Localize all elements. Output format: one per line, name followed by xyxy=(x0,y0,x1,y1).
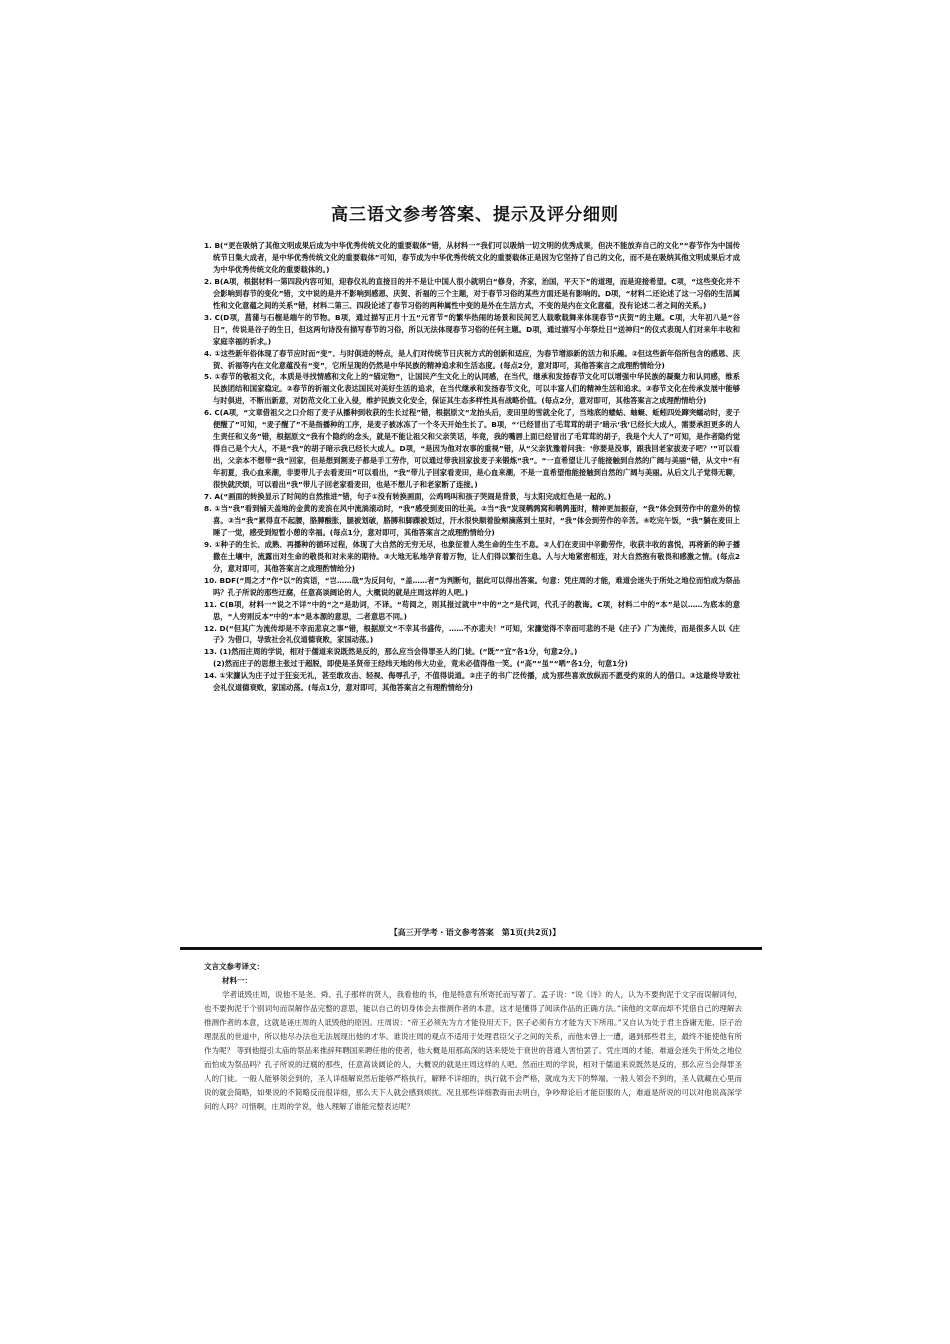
answer-item-7: 7. A(“画面的转换显示了时间的自然推进”错，句子①没有转换画面，公鸡鸣叫和孩子哭闹是背景，与太阳完成红色是一起的。) xyxy=(204,492,611,502)
translation-subheading: 材料一： xyxy=(222,976,252,985)
answer-item-10: 10. BDF(“周之才”作“以”的宾语，“岂……哉”为反问句，“盖……者”为判断句，据此可以得出答案。句意：凭庄周的才能，难道会迷失于所处之地位而怕成为祭品吗？孔子所说的那些迂腐，任意高谈阔论的人，大概说的就是庄周这样的人吧。) xyxy=(204,575,740,597)
answer-item-1: 1. B(“更在吸纳了其他文明成果后成为中华优秀传统文化的重要载体”错，从材料一“我们可以吸纳一切文明的优秀成果，但决不能放弃自己的文化”“春节作为中国传统节日集大成者，是中华优秀传统文化的重要载体”可知，春节成为中华优秀传统文化的重要载体正是因为它坚持了自己的文化，而不是在吸纳其他文明成果后才成为中华优秀传统文化的重要载体的。) xyxy=(204,241,740,274)
answer-item-9: 9. ①种子的生长、成熟、再播种的循环过程，体现了大自然的无穷无尽，也象征着人类生命的生生不息。②人们在麦田中辛勤劳作，收获丰收的喜悦，再将新的种子播撒在土壤中，流露出对生命的敬畏和对未来的期待。③大地无私地孕育着万物，让人们得以繁衍生息。人与大地紧密相连，对大自然抱有敬畏和感激之情。(每点2分，意对即可，其他答案言之成理酌情给分) xyxy=(204,539,740,573)
translation-body: 学者诋毁庄周，说他不是尧、舜、孔子那样的贤人，我看他的书，他是特意有所寄托而写著了。孟子说：“说《诗》的人，认为不要拘泥于文字而误解词句，也不要拘泥于个别词句而误解作品完整的意思，能以自己的切身体会去推测作者的本意，这才是懂得了阅读作品的正确方法。”读他的文章而却不凭借自己的理解去推测作者的本意，这就是诬庄周的人诋毁他的原因。庄周说：“帝王必须先为方才能役用天下，医子必须有方才能为天下所用。”又自认为处于君主昏庸无能、臣子治理混乱的世道中，所以他尽办法也无法展现出他的才华。谁说庄周的观点不适用于处理君臣父子之间的关系，而他未曾上一遭，遇到那些君主，最终不能使他有所作为呢？ 等到他提引太庙的祭品来推辞拜聘国来聘任他的使者，他大概是用那高深的话来使处于衰世的普通人害怕罢了。凭庄周的才能，难道会迷失于所处之地位而怕成为祭品吗？孔子所说的迂腐的那些，任意高谈阔论的人，大概说的就是庄周这样的人吧。然而庄周的学说，相对于儒道来说既然是反的，那么应当会得罪圣人的门徒。一般人能够领会到的，圣人详细解说然后能够严格执行，解释不详细的，执行就不会严格，就成为天下的弊端。一般人领会不到的，圣人就藏在心里而说的就会简略，如果说的不简略反而很详细，那么天下人就会感到烦扰。况且那些详细教诲而去明白，争吵辩论后才能臣服的人，难道是所说的可以对他说高深学问的人吗？可惜啊，庄周的学说，他人理解了谁能完整表达呢？ xyxy=(204,990,742,1111)
answer-item-6: 6. C(A项，“文章借祖父之口介绍了麦子从播种到收获的生长过程”错，根据原文“龙抬头后，麦田里的雪就全化了，当地底的蝼蛄、蚰蜒、蚯蚓四处蹿突蠕动时，麦子便醒了”可知，“麦子醒了”不是指播种的工序，是麦子被冰冻了一个冬天开始生长了。B项，“‘已经冒出了毛茸茸的胡子’暗示‘我’已经长大成人，需要承担更多的人生责任和义务”错，根据原文“我有个隐约的念头，就是不能让祖父和父亲笑话，毕竟，我的嘴唇上面已经冒出了毛茸茸的胡子，我是个大人了”可知，是作者隐约觉得自己是个大人，不是“我”的胡子暗示我已经长大成人。D项，“是因为他对农事的重视”错，从“父亲犹豫着问我：‘你要是没事，跟我回老家拔麦子吧？’”可以看出，父亲本不想带“我”回家，但是想到割麦子都是手工劳作，可以通过带我回家拔麦子来锻炼“我”。“一直希望让儿子能接触到自然的广阔与美丽”错，从文中“有年初夏，我心血来潮，非要带儿子去看麦田”可以看出，“我”带儿子回家看麦田，是心血来潮，不是一直希望他能接触到自然的广阔与美丽。从后文儿子觉得无聊，很快就厌烦，可以看出“我”带儿子回老家看麦田，也是不想儿子和老家断了连接。) xyxy=(204,408,740,490)
answer-item-12: 12. D(“但其广为流传却是不幸而悲哀之事”错，根据原文“不幸其书盛传，……不亦悲夫！”可知，宋濂觉得不幸而可悲的不是《庄子》广为流传，而是很多人以《庄子》为借口，导致社会礼仪道德衰败，家国动荡。) xyxy=(204,623,740,645)
answer-item-5: 5. ①春节的敬祖文化，本质是寻找情感和文化上的“锚定物”，让国民产生文化上的认同感，在当代，继承和发扬春节文化可以增强中华民族的凝聚力和认同感，维系民族团结和国家稳定。②春节的祈福文化表达国民对美好生活的追求，在当代继承和发扬春节文化，可以丰富人们的精神生活和追求。③春节文化在传承发展中能够与时俱进，不断出新意，对防范文化工业入侵，维护民族文化安全，保证其生态多样性具有战略价值。(每点2分，意对即可，其他答案言之成理酌情给分) xyxy=(204,372,740,406)
translation-section xyxy=(204,960,742,1170)
answer-item-11: 11. C(B项，材料一“说之不详”中的“之”是助词，不译。“苟阅之，则其报过就中”中的“之”是代词，代孔子的教诲。C项，材料二中的“本”是以……为底本的意思，“人穷则反本”中的“本”是本源的意思，二者意思不同。) xyxy=(204,599,740,621)
answer-item-14: 14. ①宋濂认为庄子过于狂妄无礼，甚至敢攻击、轻视、侮辱孔子，不值得说道。②庄子的书广泛传播，成为那些喜欢放纵而不愿受约束的人的借口。③这最终导致社会礼仪道德衰败，家国动荡。(每点1分，意对即可，其他答案言之有理酌情给分) xyxy=(204,671,740,693)
answer-item-3: 3. C(D项，菖蒲与石榴是端午的节物。B项，通过描写正月十五“元宵节”的繁华热闹的场景和民间艺人载歌载舞来体现春节“庆贺”的主题。C项，大年初八是“谷日”，传说是谷子的生日，但这两句诗没有描写春节的习俗，所以无法体现春节习俗的任何主题。D项，通过描写小年祭灶日“送神归”的仪式表现人们对来年丰收和家庭幸福的祈求。) xyxy=(204,312,740,346)
answer-item-8: 8. ①当“我”看到铺天盖地的金黄的麦浪在风中流淌滚动时，“我”感受到麦田的壮美。②当“我”发现鹌鹑窝和鹌鹑蛋时，精神更加振奋，“我”体会到劳作中的意外的惊喜。③当“我”累得直不起腰，胳膊酸胀，腿被划破，胳膊和脚踝被划过，汗水很快顺着脸颊滴落到土里时，“我”体会到劳作的辛苦。④吃完午饭，“我”躺在麦田上睡了一觉，感受到短暂小憩的幸福。(每点1分，意对即可，其他答案言之成理酌情给分) xyxy=(204,503,740,537)
page-footer: 【高三开学考・语文参考答案 第1页(共2页)】 xyxy=(389,928,561,937)
answer-item-13: 13. (1)然而庄周的学说，相对于儒道来说既然是反的，那么应当会得罪圣人的门徒。(“既”“宜”各1分，句意2分。) xyxy=(204,647,578,657)
translation-heading: 文言文参考译文： xyxy=(204,962,264,971)
answer-list xyxy=(204,240,740,694)
answer-item-13-part-2: (2)然而庄子的思想主张过于超脱，即使是圣贤帝王经纬天地的伟大功业，竟未必值得他一笑。(“高”“虽”“哂”各1分，句意1分) xyxy=(213,659,628,669)
answer-item-4: 4. ①这些新年俗体现了春节应时而“变”、与时俱进的特点，是人们对传统节日庆祝方式的创新和适应，为春节增添新的活力和乐趣。②但这些新年俗所包含的感恩、庆贺、祈福等内在文化意蕴没有“变”，它所呈现的仍然是中华民族的精神追求和生活态度。(每点2分，意对即可，其他答案言之成理酌情给分) xyxy=(204,348,740,370)
document-title: 高三语文参考答案、提示及评分细则 xyxy=(331,205,619,225)
answer-item-2: 2. B(A项，根据材料一第四段内容可知，迎春仪礼的直接目的并不是让中国人很小就明白“修身，齐家，治国，平天下”的道理，而是迎接希望。C项，“这些变化并不会影响到春节的变化”错，文中说的是并不影响到感恩、庆贺、祈福的三个主题，对于春节习俗的某些方面还是有影响的。D项，“材料二还论述了这一习俗的生活属性和文化意蕴之间的关系”错，材料二第三、四段论述了春节习俗的两种属性中变的是外在生活方式，不变的是内在文化意蕴，没有论述二者之间的关系。) xyxy=(204,276,740,310)
page-divider xyxy=(180,947,762,950)
